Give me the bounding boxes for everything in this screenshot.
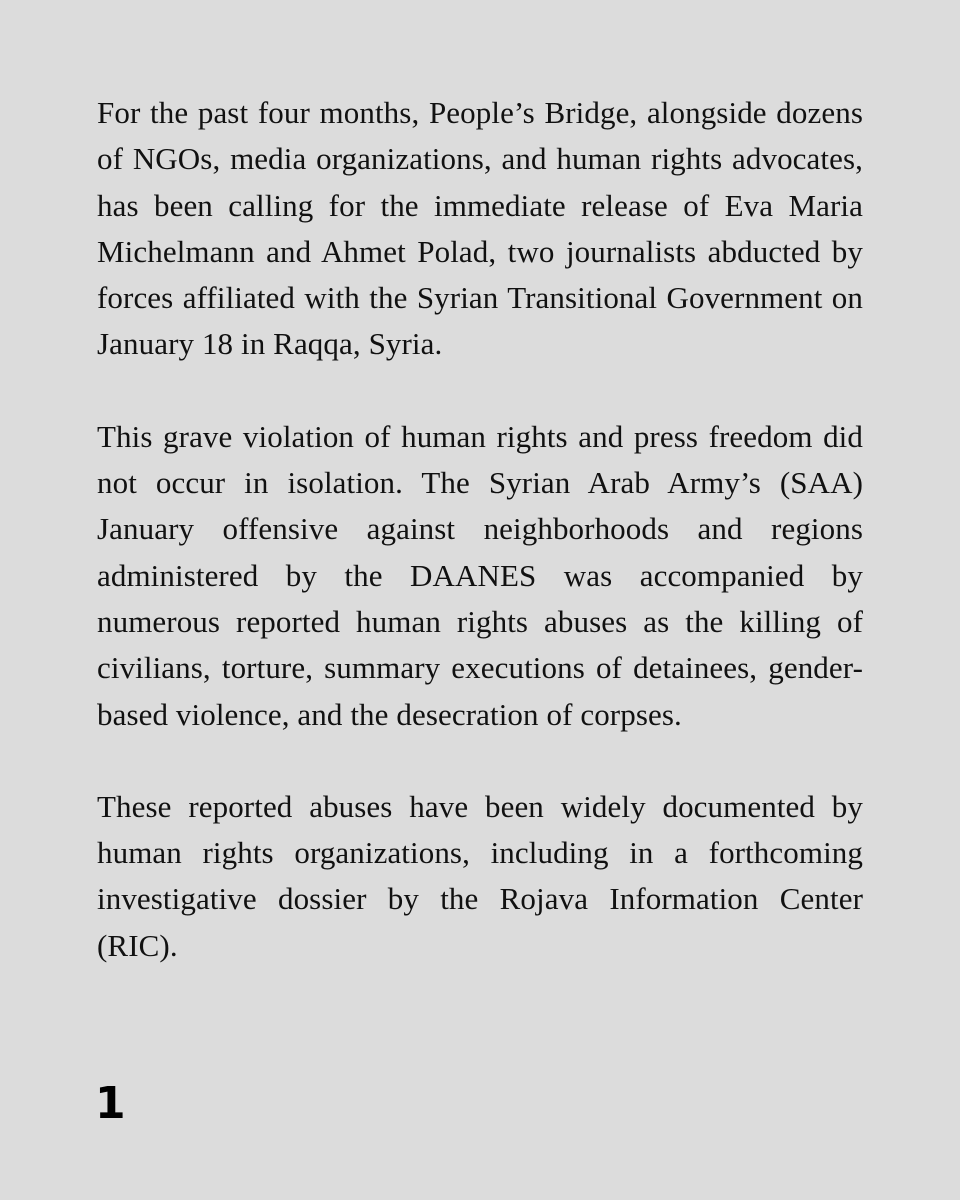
paragraph-journalists-abduction: For the past four months, People’s Bridge, alongside dozens of NGOs, media organizations, and human rights advocates, has been calling for the immediate release of Eva Maria Michelmann and Ahmet Polad, two journalists abducted by forces affiliated with the Syrian Transitional Government on January 18 in Raqqa, Syria. (97, 95, 863, 362)
page-number: 1 (95, 1078, 126, 1129)
document-body (97, 90, 863, 1015)
paragraph-saa-offensive: This grave violation of human rights and press freedom did not occur in isolation. The Syrian Arab Army’s (SAA) January offensive against neighborhoods and regions administered by the DAANES was accompanied by numerous reported human rights abuses as the killing of civilians, torture, summary executions of detainees, gender-based violence, and the desecration of corpses. (97, 418, 863, 732)
paragraph-documentation: These reported abuses have been widely documented by human rights organizations, including in a forthcoming investigative dossier by the Rojava Information Center (RIC). (97, 788, 863, 963)
